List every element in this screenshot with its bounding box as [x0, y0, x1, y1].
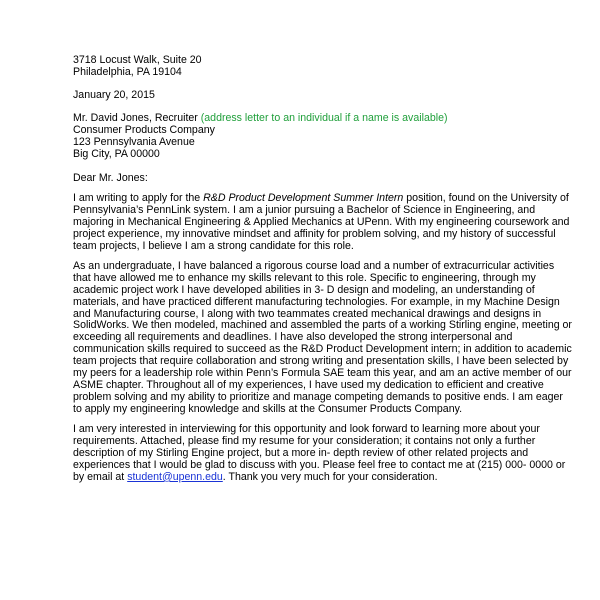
intro-text-start: I am writing to apply for the	[73, 192, 201, 205]
paragraph-intro	[73, 193, 574, 253]
intro-text-end: position, found on the University of Pennsylvania’s PennLink system. I am a junior pursuing a Bachelor of Science in Engineering, and majoring in Mechanical Engineering & Applied Mechanics at UPenn. With my engineering coursework and project experience, my innovative mindset and affinity for problem solving, and my history of successful team projects, I believe I am a strong candidate for this role.	[73, 192, 570, 252]
recipient-name: Mr. David Jones, Recruiter	[73, 112, 198, 125]
salutation: Dear Mr. Jones:	[73, 171, 148, 184]
closing-text-end: . Thank you very much for your consideration.	[222, 470, 438, 483]
closing-text-start: I am very interested in interviewing for this opportunity and look forward to learning more about your requirements. Attached, please find my resume for your consideration; it contains not only a further description of my Stirling Engine project, but a more in- depth review of other related projects and experiences that I would be glad to discuss with you. Please feel free to contact me at (215) 000- 0000 or by email at	[73, 423, 566, 483]
sender-city: Philadelphia, PA 19104	[73, 65, 182, 78]
paragraph-experience: As an undergraduate, I have balanced a rigorous course load and a number of extracurricular activities that have allowed me to enhance my skills relevant to this role. Specific to engineering, through my academic project work I have developed abilities in 3- D design and modeling, an understanding of materials, and have practiced different manufacturing technologies. For example, in my Machine Design and Manufacturing course, I along with two teammates created mechanical drawings and designs in SolidWorks. We then modeled, machined and assembled the parts of a working Stirling engine, meeting or exceeding all requirements and deadlines. I have also developed the strong interpersonal and communication skills required to succeed as the R&D Product Development intern; in addition to academic team projects that require collaboration and strong writing and presentation skills, I have been selected by my peers for a leadership role within Penn’s Formula SAE team this year, and am an active member of our ASME chapter. Throughout all of my experiences, I have used my dedication to efficient and creative problem solving and my ability to prioritize and manage competing demands to positive ends. I am eager to apply my engineering knowledge and skills at the Consumer Products Company.	[73, 259, 572, 415]
sender-street: 3718 Locust Walk, Suite 20	[73, 54, 202, 66]
intro-role: R&D Product Development Summer Intern	[203, 192, 404, 205]
email-link[interactable]: student@upenn.edu	[127, 470, 223, 483]
recipient-street: 123 Pennsylvania Avenue	[73, 135, 195, 148]
letter-date: January 20, 2015	[73, 89, 155, 101]
paragraph-closing	[73, 424, 574, 484]
recipient-city: Big City, PA 00000	[73, 147, 160, 160]
recipient-company: Consumer Products Company	[73, 124, 215, 136]
recipient-note: (address letter to an individual if a name is available)	[200, 112, 448, 125]
